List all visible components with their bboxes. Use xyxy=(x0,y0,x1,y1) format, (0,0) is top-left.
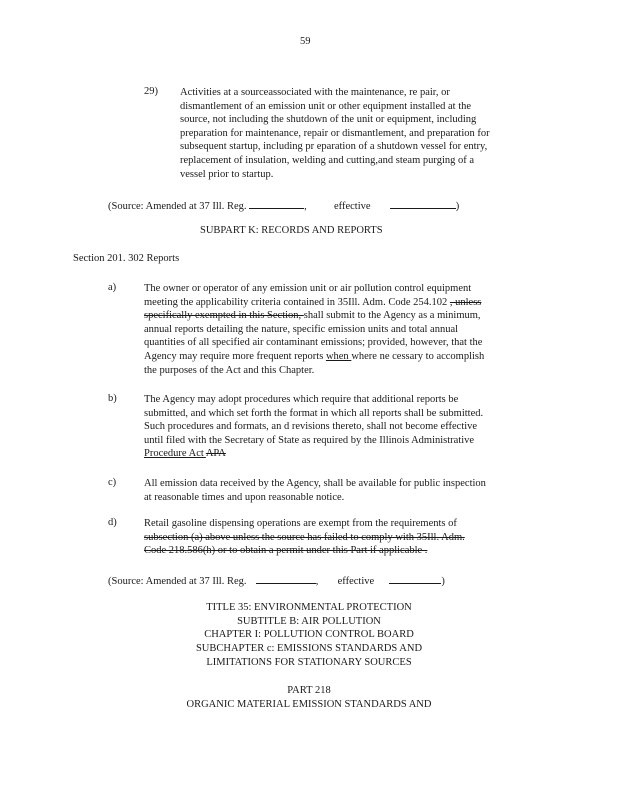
item-29-line: dismantlement of an emission unit or other equipment installed at the xyxy=(180,100,472,112)
para-d-text xyxy=(144,517,544,558)
para-line xyxy=(144,350,544,364)
item-29-line: replacement of insulation, welding and cutting,and steam purging of a xyxy=(180,154,475,166)
part-number: PART 218 xyxy=(287,685,331,696)
subchapter-line: SUBCHAPTER c: EMISSIONS STANDARDS AND xyxy=(195,643,423,654)
source-prefix: (Source: Amended at 37 Ill. Reg. xyxy=(108,576,247,587)
para-line: All emission data received by the Agency, shall be available for public inspection xyxy=(144,478,486,489)
para-b-label: b) xyxy=(108,393,117,404)
para-line: Retail gasoline dispensing operations are exempt from the requirements of xyxy=(144,518,457,529)
source-effective: effective xyxy=(334,201,371,212)
item-29-line: source, not including the shutdown of the unit or equipment, including xyxy=(180,114,477,126)
para-a-label: a) xyxy=(108,282,117,293)
source-note-2 xyxy=(108,574,445,587)
source-close: ) xyxy=(455,201,460,212)
para-line: at reasonable times and upon reasonable notice. xyxy=(144,491,345,503)
item-29-line: subsequent startup, including pr eparation of a shutdown vessel for entry, xyxy=(180,141,488,153)
reg-blank xyxy=(249,199,304,209)
chapter-line: CHAPTER I: POLLUTION CONTROL BOARD xyxy=(204,629,414,640)
para-line xyxy=(144,296,544,310)
source-prefix: (Source: Amended at 37 Ill. Reg. xyxy=(108,201,247,212)
section-heading: Section 201. 302 Reports xyxy=(73,253,180,264)
effective-blank xyxy=(389,574,441,584)
source-comma: , xyxy=(304,201,307,212)
limitations-line: LIMITATIONS FOR STATIONARY SOURCES xyxy=(206,657,412,668)
reg-blank xyxy=(256,574,316,584)
title-line: TITLE 35: ENVIRONMENTAL PROTECTION xyxy=(206,602,412,613)
deleted-text: APA xyxy=(205,448,226,460)
text-run: shall submit to the Agency as a minimum, xyxy=(303,310,481,322)
item-29-line: Activities at a sourceassociated with the maintenance, re pair, or xyxy=(180,87,450,98)
para-line: The Agency may adopt procedures which require that additional reports be xyxy=(144,394,459,405)
inserted-text: when xyxy=(325,350,352,362)
para-line: Such procedures and formats, an d revisions thereto, shall not become effective xyxy=(144,421,478,433)
item-29-line: vessel prior to startup. xyxy=(180,168,274,180)
para-line: The owner or operator of any emission unit or air pollution control equipment xyxy=(144,283,472,294)
source-effective: effective xyxy=(337,576,375,587)
part-title: ORGANIC MATERIAL EMISSION STANDARDS AND xyxy=(186,699,432,710)
para-line: until filed with the Secretary of State as required by the Illinois Administrative xyxy=(144,434,475,446)
deleted-text: , unless xyxy=(449,296,482,308)
effective-blank xyxy=(390,199,456,209)
source-comma: , xyxy=(315,576,319,587)
text-run: meeting the applicability criteria contained in 35Ill. Adm. Code 254.102 xyxy=(144,296,450,308)
para-d-label: d) xyxy=(108,517,117,528)
item-29-number: 29) xyxy=(144,86,158,97)
deleted-text: Code 218.586(h) or to obtain a permit under this Part if applicable . xyxy=(144,545,428,557)
para-line: submitted, and which set forth the format in which all reports shall be submitted. xyxy=(144,407,484,419)
source-close: ) xyxy=(441,576,445,587)
source-note-1 xyxy=(108,199,459,212)
item-29-line: preparation for maintenance, repair or dismantlement, and preparation for xyxy=(180,127,490,139)
text-run: Agency may require more frequent reports xyxy=(144,350,326,362)
deleted-text: specifically exempted in this Section, xyxy=(144,310,304,322)
inserted-text: Procedure Act xyxy=(144,448,206,460)
para-line xyxy=(144,309,544,323)
page-number: 59 xyxy=(300,36,311,47)
para-line xyxy=(144,447,544,461)
para-b-text xyxy=(144,393,544,461)
subpart-heading: SUBPART K: RECORDS AND REPORTS xyxy=(200,225,383,236)
para-c-label: c) xyxy=(108,477,117,488)
text-run: where ne cessary to accomplish xyxy=(351,350,485,362)
item-29-text xyxy=(180,86,540,181)
para-line: annual reports detailing the nature, specific emission units and total annual xyxy=(144,323,459,335)
para-c-text xyxy=(144,477,544,504)
para-line: the purposes of the Act and this Chapter. xyxy=(144,364,315,376)
para-line: quantities of all specified air contaminant emissions; provided, however, that the xyxy=(144,337,483,349)
deleted-text: subsection (a) above unless the source has failed to comply with 35Ill. Adm. xyxy=(144,531,465,543)
para-a-text xyxy=(144,282,544,377)
subtitle-line: SUBTITLE B: AIR POLLUTION xyxy=(237,616,381,627)
